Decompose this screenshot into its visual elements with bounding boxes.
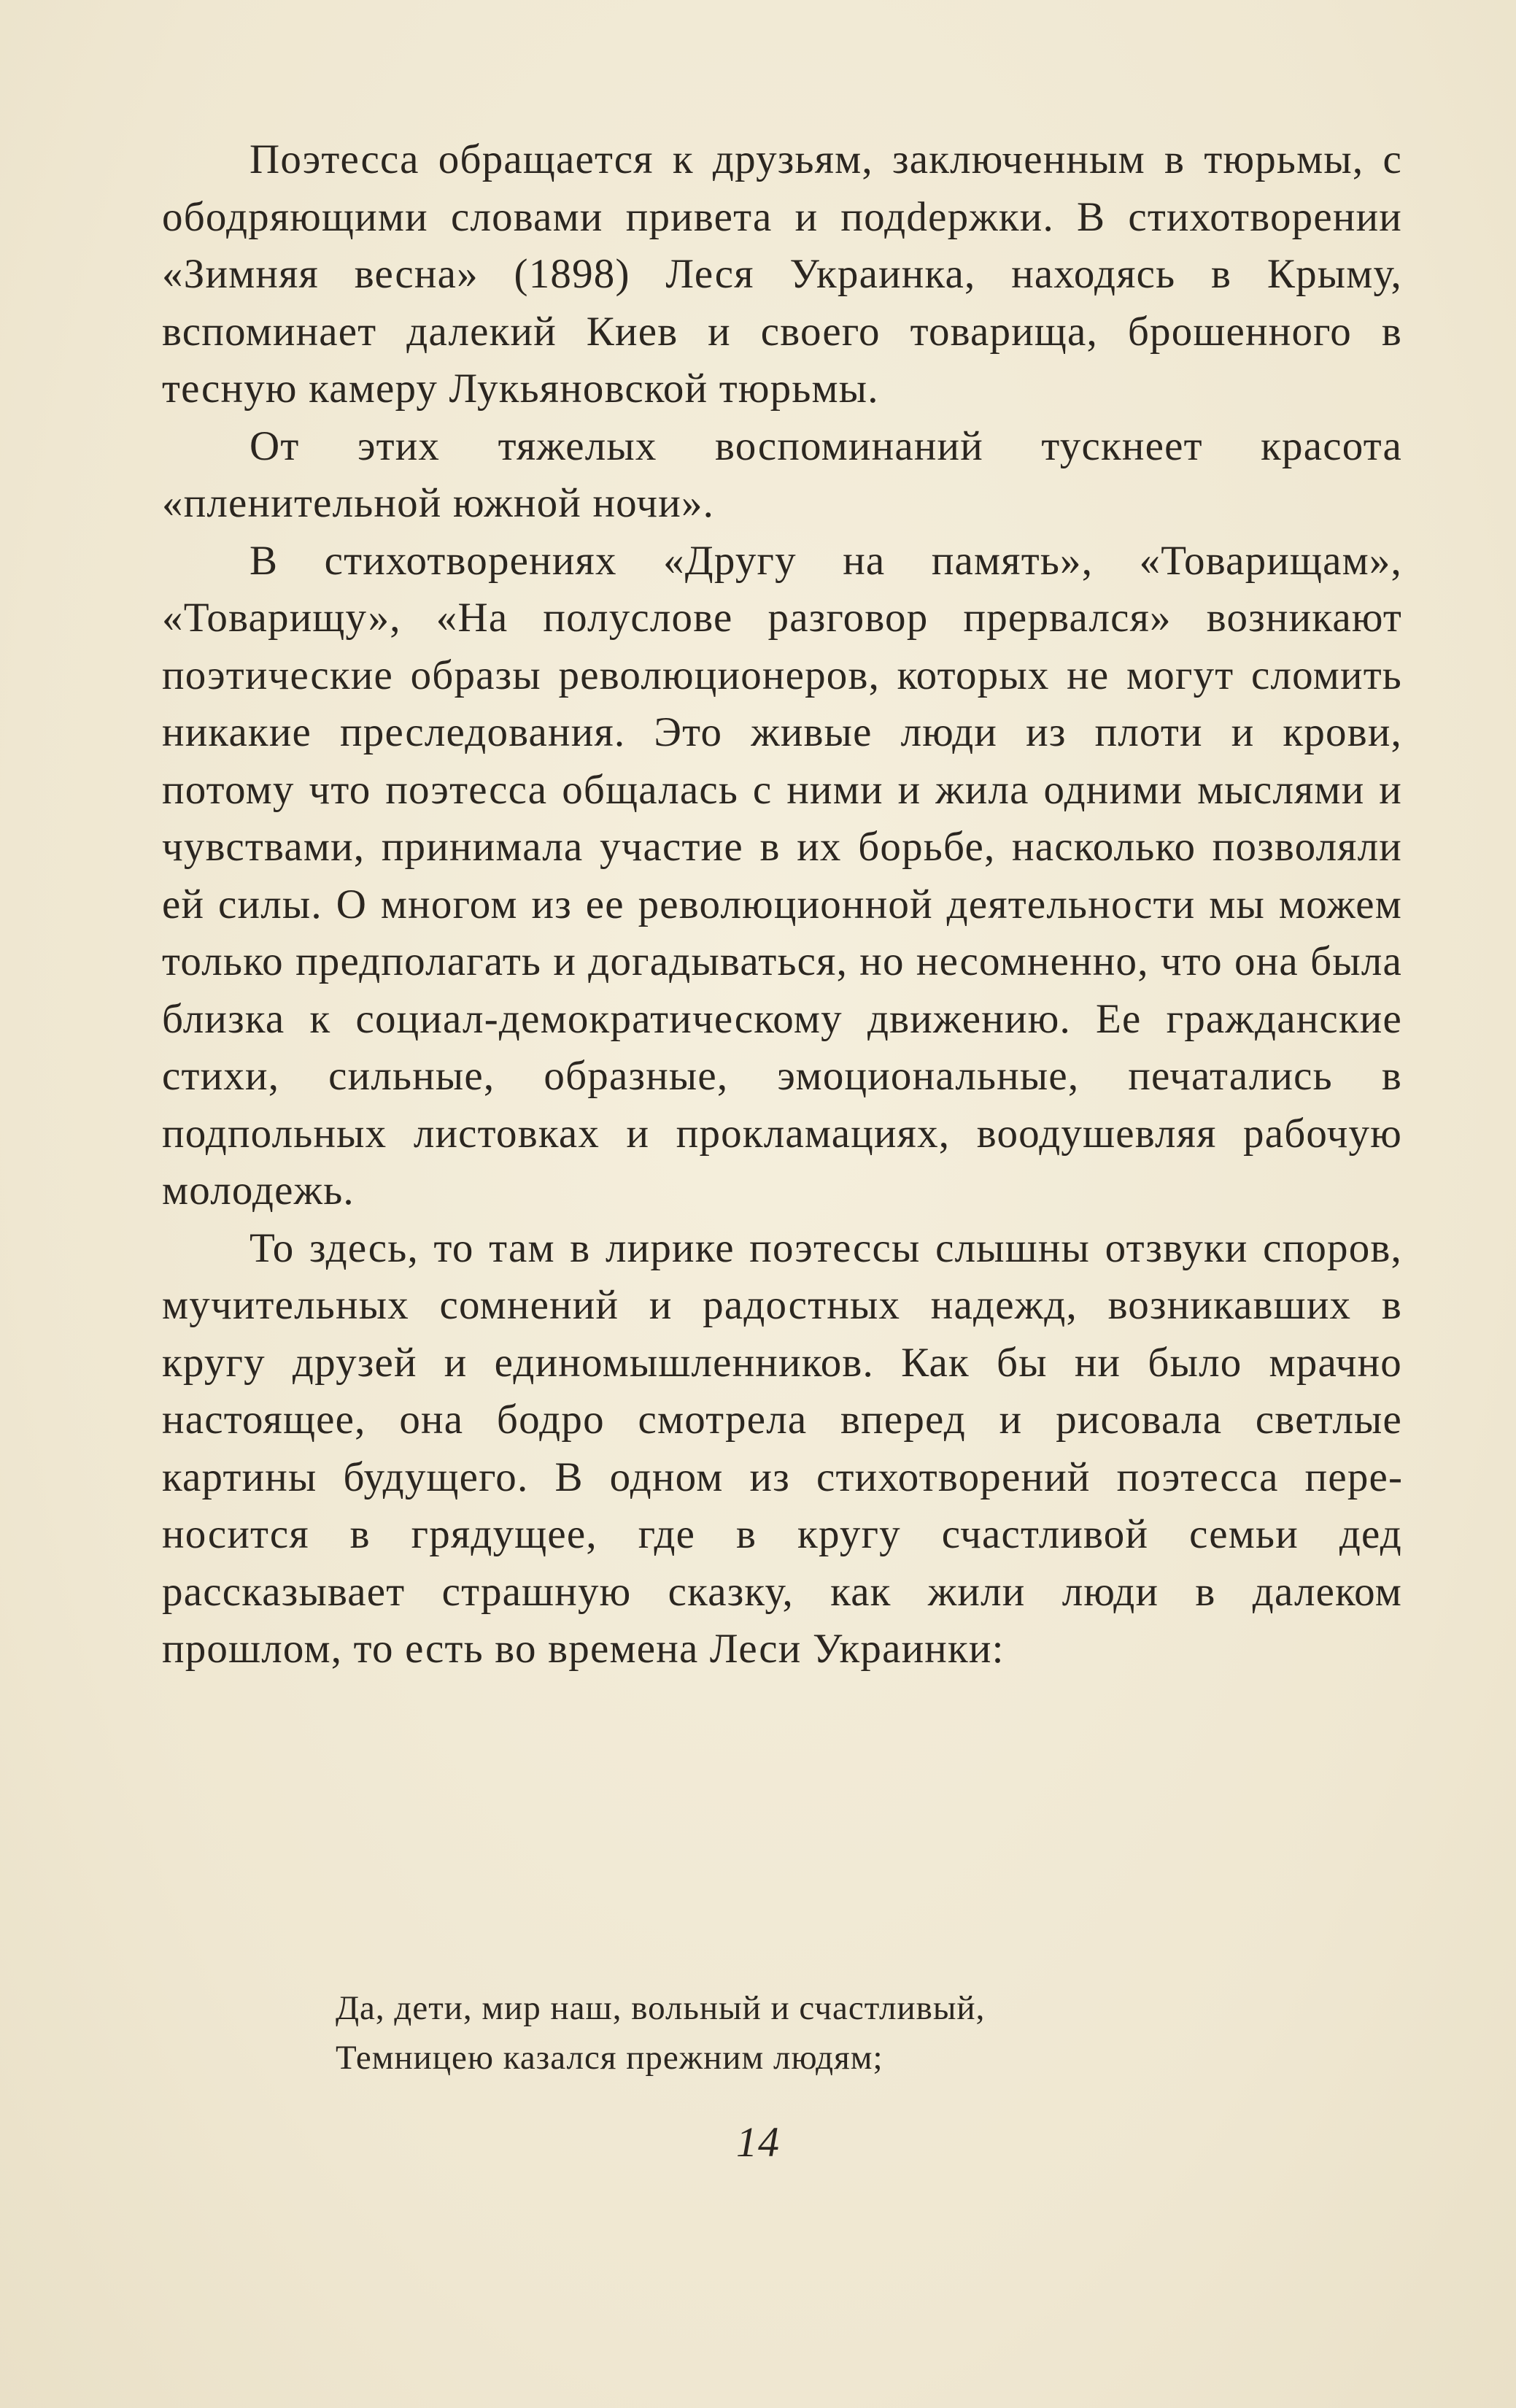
paragraph-2: От этих тяжелых воспоминаний тускнеет красота «пленительной южной ночи». [162,422,1402,526]
poem-quote [336,1983,1357,2083]
body-text [162,131,1402,1678]
page-number: 14 [736,2118,780,2166]
poem-line-2: Темницею казался прежним людям; [336,2039,883,2077]
paragraph-4: То здесь, то там в лирике поэтессы слышны отзвуки споров, мучительных сомнений и радостных надежд, возникавших в кругу друзей и единомышленников. Как бы ни было мрачно настоящее, она бодро смотрела вперед и рисовала светлые картины будущего. В одном из стихотворений поэтесса переносится в грядущее, где в кругу счастливой семьи дед рассказывает страшную сказку, как жили люди в далеком прошлом, то есть во времена Леси Украинки: [162,1224,1402,1672]
poem-line-1: Да, дети, мир наш, вольный и счастливый, [336,1989,986,2027]
paragraph-1: Поэтесса обращается к друзьям, заключенным в тюрьмы, с ободряющими словами привета и подdержки. В стихотворении «Зимняя весна» (1898) Леся Украинка, находясь в Крыму, вспоминает далекий Киев и своего товарища, брошенного в тесную камеру Лукьяновской тюрьмы. [162,136,1402,412]
paragraph-3: В стихотворениях «Другу на память», «Товарищам», «Товарищу», «На полуслове разговор прервался» возникают поэтические образы революционеров, которых не могут сломить никакие преследования. Это живые люди из плоти и крови, потому что поэтесса общалась с ними и жила одними мыслями и чувствами, принимала участие в их борьбе, насколько позволяли ей силы. О многом из ее революционной деятельности мы можем только предполагать и догадываться, но несомненно, что она была близка к социал-демократическому движению. Ее гражданские стихи, сильные, образные, эмоциональные, печатались в подпольных листовках и прокламациях, воодушевляя рабочую молодежь. [162,537,1402,1213]
